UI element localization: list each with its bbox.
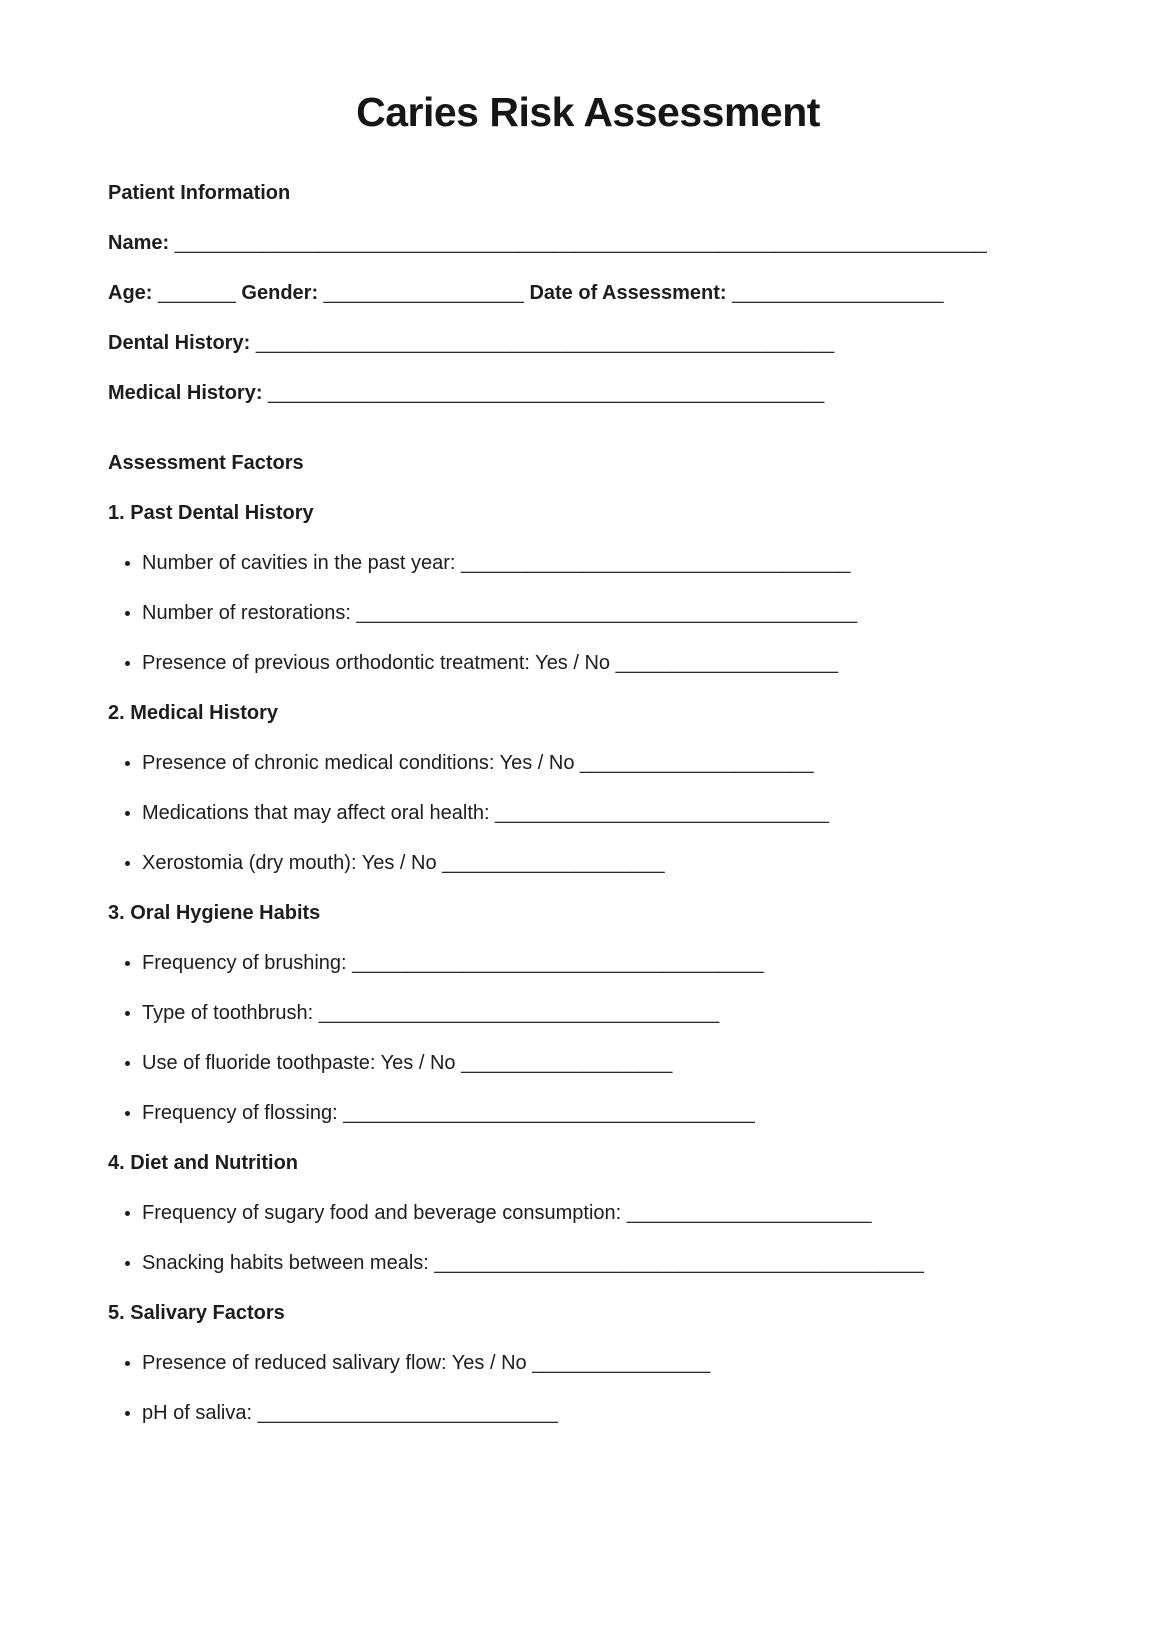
list-item — [142, 1351, 1068, 1375]
age-blank-line: _______ — [158, 282, 236, 304]
item-text: Frequency of brushing: — [142, 952, 353, 974]
item-text: Presence of previous orthodontic treatment: Yes / No — [142, 652, 616, 674]
list-item — [142, 751, 1068, 775]
blank-line: _____________________ — [580, 752, 814, 774]
item-text: Medications that may affect oral health: — [142, 802, 496, 824]
list-item — [142, 1101, 1068, 1125]
blank-line: ____________________________________________ — [434, 1252, 924, 1274]
list-item — [142, 1001, 1068, 1025]
item-text: Use of fluoride toothpaste: Yes / No — [142, 1052, 462, 1074]
item-text: Frequency of sugary food and beverage consumption: — [142, 1202, 627, 1224]
date-of-assessment-blank-line: ___________________ — [732, 282, 944, 304]
oral-hygiene-habits-list — [108, 951, 1068, 1125]
medical-history-list — [108, 751, 1068, 875]
assessment-factors-heading: Assessment Factors — [108, 452, 304, 474]
blank-line: ____________________________________ — [318, 1002, 720, 1024]
blank-line: _____________________________________________ — [356, 602, 858, 624]
item-text: Presence of chronic medical conditions: Yes / No — [142, 752, 581, 774]
diet-and-nutrition-list — [108, 1201, 1068, 1275]
blank-line: ___________________________ — [257, 1402, 558, 1424]
patient-information-heading: Patient Information — [108, 182, 291, 204]
blank-line: ____________________ — [442, 852, 665, 874]
section-title-medical-history: 2. Medical History — [108, 702, 279, 724]
item-text: Presence of reduced salivary flow: Yes / No — [142, 1352, 533, 1374]
section-title-salivary-factors: 5. Salivary Factors — [108, 1302, 285, 1324]
list-item — [142, 1401, 1068, 1425]
blank-line: ___________________________________ — [461, 552, 851, 574]
list-item — [142, 1251, 1068, 1275]
gender-blank-line: __________________ — [323, 282, 524, 304]
item-text: pH of saliva: — [142, 1402, 258, 1424]
blank-line: ________________ — [532, 1352, 711, 1374]
medical-history-field-row — [108, 381, 1068, 405]
list-item — [142, 1201, 1068, 1225]
age-gender-date-row — [108, 281, 1068, 305]
item-text: Type of toothbrush: — [142, 1002, 319, 1024]
section-title-diet-and-nutrition: 4. Diet and Nutrition — [108, 1152, 298, 1174]
dental-history-blank-line: ____________________________________________________ — [255, 332, 835, 354]
page-title: Caries Risk Assessment — [356, 89, 820, 135]
dental-history-label: Dental History: — [108, 332, 256, 354]
past-dental-history-list — [108, 551, 1068, 675]
blank-line: _____________________________________ — [343, 1102, 755, 1124]
list-item — [142, 651, 1068, 675]
medical-history-blank-line: __________________________________________________ — [268, 382, 825, 404]
gender-label: Gender: — [235, 282, 324, 304]
list-item — [142, 551, 1068, 575]
blank-line: ___________________ — [461, 1052, 673, 1074]
blank-line: _____________________________________ — [352, 952, 764, 974]
list-item — [142, 951, 1068, 975]
item-text: Frequency of flossing: — [142, 1102, 344, 1124]
list-item — [142, 1051, 1068, 1075]
blank-line: ______________________________ — [495, 802, 829, 824]
item-text: Snacking habits between meals: — [142, 1252, 435, 1274]
age-label: Age: — [108, 282, 158, 304]
name-label: Name: — [108, 232, 175, 254]
list-item — [142, 851, 1068, 875]
name-field-row — [108, 231, 1068, 255]
section-title-oral-hygiene-habits: 3. Oral Hygiene Habits — [108, 902, 321, 924]
blank-line: ____________________ — [615, 652, 839, 674]
section-title-past-dental-history: 1. Past Dental History — [108, 502, 314, 524]
salivary-factors-list — [108, 1351, 1068, 1425]
medical-history-label: Medical History: — [108, 382, 269, 404]
item-text: Number of cavities in the past year: — [142, 552, 462, 574]
list-item — [142, 601, 1068, 625]
item-text: Xerostomia (dry mouth): Yes / No — [142, 852, 443, 874]
dental-history-field-row — [108, 331, 1068, 355]
item-text: Number of restorations: — [142, 602, 357, 624]
date-of-assessment-label: Date of Assessment: — [523, 282, 733, 304]
blank-line: ______________________ — [626, 1202, 872, 1224]
name-blank-line: _________________________________________________________________________ — [174, 232, 987, 254]
list-item — [142, 801, 1068, 825]
